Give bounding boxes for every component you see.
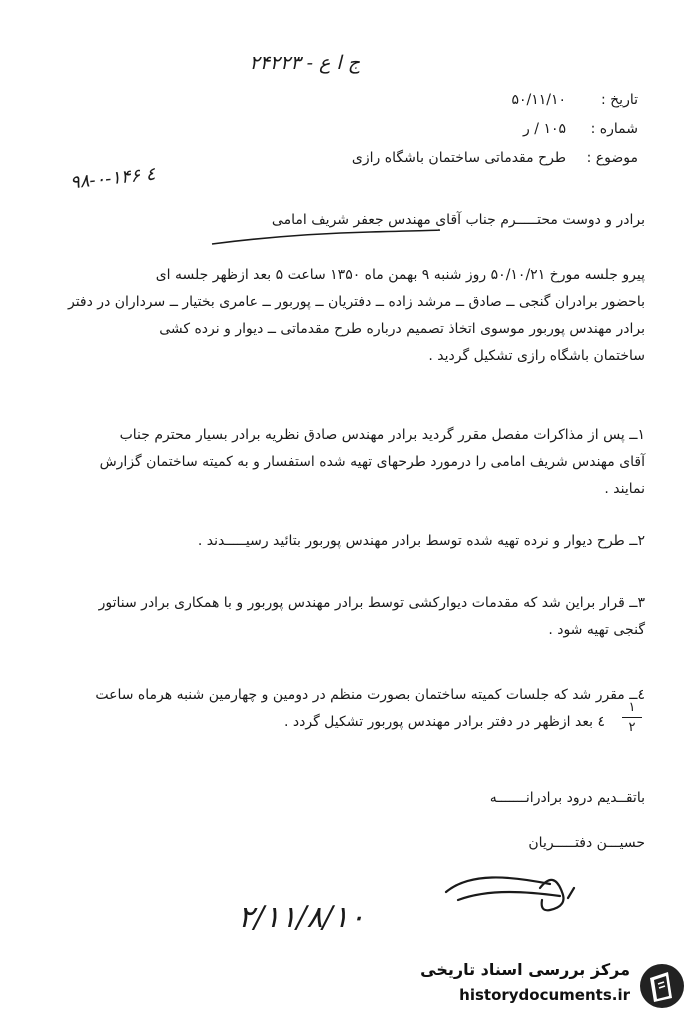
intro-line: ساختمان باشگاه رازی تشکیل گردید . xyxy=(428,348,645,364)
intro-line: برادر مهندس پوربور موسوی اتخاذ تصمیم درباره طرح مقدماتی ــ دیوار و نرده کشی xyxy=(159,321,645,337)
fraction-denominator: ۲ xyxy=(628,720,636,735)
logo-title: مرکز بررسی اسناد تاریخی xyxy=(420,960,630,979)
item-3 xyxy=(35,590,645,644)
fraction-numerator: ۱ xyxy=(628,700,636,715)
salutation-underline xyxy=(210,226,440,248)
handwritten-signature xyxy=(440,862,580,922)
item-4 xyxy=(35,682,645,736)
item-line: ٤ــ مقرر شد که جلسات کمیته ساختمان بصورت منظم در دومین و چهارمین شنبه هرماه ساعت xyxy=(95,687,645,703)
date-value: ۵۰/۱۱/۱۰ xyxy=(511,92,566,108)
number-row xyxy=(523,121,638,137)
item-1 xyxy=(35,422,645,503)
handwritten-reference-note: ج ا ع - ۲۴۲۲۳ xyxy=(249,52,360,74)
number-value: ۱۰۵ / ر xyxy=(523,121,566,137)
subject-value: طرح مقدماتی ساختمان باشگاه رازی xyxy=(351,150,566,166)
number-label: شماره : xyxy=(590,121,638,137)
intro-line: پیرو جلسه مورخ ۵۰/۱۰/۲۱ روز شنبه ۹ بهمن ماه ۱۳۵۰ ساعت ۵ بعد ازظهر جلسه ای xyxy=(155,267,645,283)
intro-line: باحضور برادران گنجی ــ صادق ــ مرشد زاده ــ دفتریان ــ پوربور ــ عامری بختیار ــ سرداران در دفتر xyxy=(67,294,645,310)
archive-logo xyxy=(5,958,690,1018)
handwritten-side-note: ۹۸-۰-۱۴۶ ٤ xyxy=(69,163,157,194)
item-line: ۱ــ پس از مذاکرات مفصل مقرر گردید برادر مهندس صادق نظریه برادر بسیار محترم جناب xyxy=(119,427,645,443)
signer-name: حسیـــن دفتـــــریان xyxy=(528,835,645,851)
item-line: ۳ــ قرار براین شد که مقدمات دیوارکشی توسط برادر مهندس پوربور و با همکاری برادر سناتور xyxy=(98,595,645,611)
archive-seal-icon xyxy=(638,962,686,1010)
salutation: برادر و دوست محتـــــرم جناب آقای مهندس جعفر شریف امامی xyxy=(271,212,645,228)
fraction-bar xyxy=(622,717,642,718)
date-label: تاریخ : xyxy=(600,92,638,108)
subject-row xyxy=(352,150,638,166)
date-row xyxy=(511,92,638,108)
subject-label: موضوع : xyxy=(586,150,638,166)
fraction xyxy=(622,700,642,735)
item-line: گنجی تهیه شود . xyxy=(548,622,645,638)
handwritten-bottom-number: ۲/۱۱/۸/۱۰ xyxy=(238,900,366,935)
item-line: ۲ــ طرح دیوار و نرده تهیه شده توسط برادر مهندس پوربور بتائید رسیـــــدند . xyxy=(197,533,645,549)
item-line: ٤ بعد ازظهر در دفتر برادر مهندس پوربور تشکیل گردد . xyxy=(283,714,605,730)
logo-url: historydocuments.ir xyxy=(459,986,630,1004)
closing-line: باتقــدیم درود برادرانـــــــه xyxy=(489,790,645,806)
item-line: نمایند . xyxy=(604,481,645,497)
item-2 xyxy=(35,528,645,555)
item-line: آقای مهندس شریف امامی را درمورد طرحهای تهیه شده استفسار و به کمیته ساختمان گزارش xyxy=(99,454,645,470)
intro-paragraph xyxy=(35,262,645,370)
